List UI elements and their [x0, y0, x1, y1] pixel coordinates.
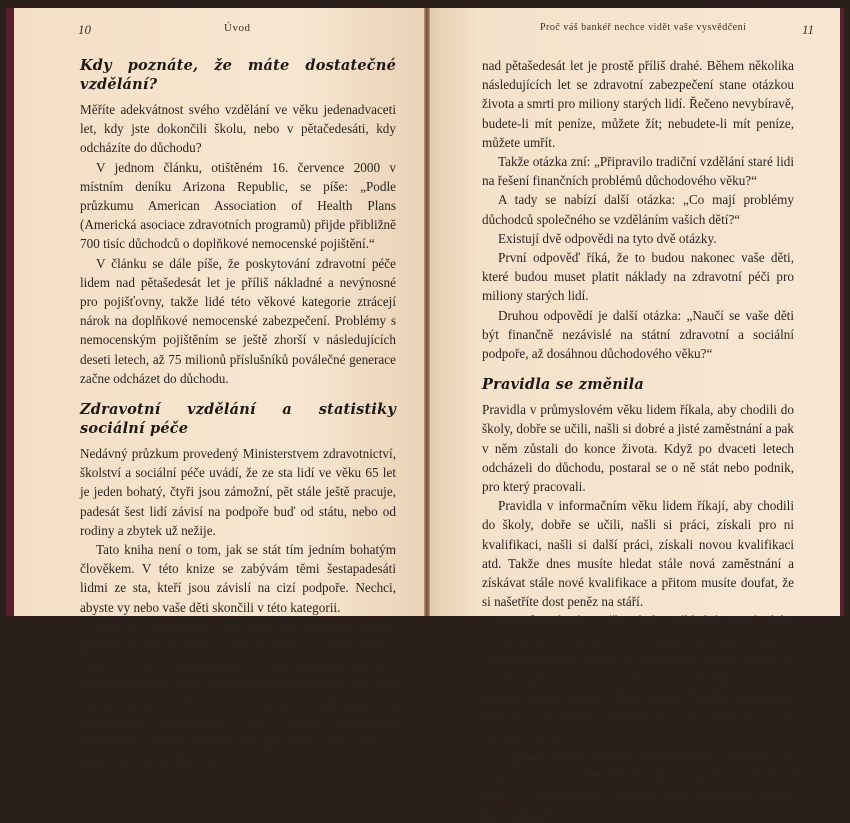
paragraph: Pravidla v průmyslovém věku lidem říkala, aby chodili do školy, dobře se učili, našli si dobré a jisté zaměstnání a pak v něm zůstali do konce života. Když po dvaceti letech odcházeli do důchodu, postaral se o ně stát nebo podnik, pro který pracovali. — [482, 402, 794, 495]
section-heading: Kdy poznáte, že máte dostatečné vzdělání? — [80, 57, 396, 93]
running-head: Proč váš bankéř nechce vidět vaše vysvědčení — [540, 22, 747, 33]
paragraph: Tato kniha není o tom, jak se stát tím jedním bohatým člověkem. V této knize se zabývám těmi šestapadesáti lidmi ze sta, kteří jsou závislí na cizí podpoře. Nechci, abyste vy nebo vaše děti skončili v této kategorii. — [80, 542, 396, 615]
right-page-text — [482, 56, 794, 823]
running-head: Úvod — [224, 22, 251, 34]
paragraph: V průmyslovém věku byla základní teorií doby Einsteinova rovnice E = mc². Základní teorií informačního věku je Mooreův zákon, z něj vychází dnešní názor, že množství informací se zdvojnásobí každých osmnáct měsíců. Jinými slovy, chcete-li držet krok s neustálými změnami, musíte se každých osmnáct měsíců naučit všechno znovu. — [482, 613, 794, 744]
paragraph: Druhou odpovědí je další otázka: „Naučí se vaše děti být finančně nezávislé na státní zdravotní a sociální podpoře, až dosáhnou důchodového věku?“ — [482, 307, 794, 362]
paragraph: A tady se nabízí další otázka: „Co mají problémy důchodců společného se vzděláním vašich dětí?“ — [482, 192, 794, 227]
paragraph: Nedávný průzkum provedený Ministerstvem zdravotnictví, školství a sociální péče uvádí, že ze sta lidí ve věku 65 let je jeden bohatý, čtyři jsou zámožní, pět stále ještě pracuje, padesát šest lidí závisí na podpoře buď od státu, nebo od rodiny a zbytek už nežije. — [80, 446, 396, 538]
left-page — [14, 8, 424, 769]
paragraph: V článku se dále píše, že poskytování zdravotní péče lidem nad pětašedesát let je příliš nákladné a nevýnosné pro pojišťovny, takže lidé této věkové kategorie ztrácejí nárok na doplňkové nemocenské zabezpečení. Problémy s nemocenským pojištěním se ještě zhorší v následujících deseti letech, až 75 milionů příslušníků poválečné generace začne odcházet do důchodu. — [80, 255, 396, 386]
section-heading: Zdravotní vzdělání a statistiky sociální péče — [80, 401, 396, 438]
right-page — [430, 8, 840, 821]
left-page-text — [80, 56, 396, 771]
paragraph: Lidé mi často říkají: „Až půjdu do důchodu, nebudu potřebovat tolik peněz, protože moje životní náklady budou nižší.“ Ačkoli je pravda, že životní náklady v důchodovém věku mohou být nižší, náklady na lékařskou péči se často dramaticky zvýší. Z toho důvodu přestávají organizace zdravotního zabezpečení (tzv. HMO) poskytovat důchodcům doplňkové zdravotní pojištění. Jinými slovy, zdravotní pojištění pro lidi — [80, 618, 396, 769]
paragraph: Takže otázka zní: „Připravilo tradiční vzdělání staré lidi na řešení finančních problémů důchodového věku?“ — [482, 154, 794, 189]
page-number: 11 — [802, 22, 815, 37]
book-spread — [6, 8, 844, 821]
paragraph: Pravidla v informačním věku lidem říkají, aby chodili do školy, dobře se učili, našli si práci, získali pro ni kvalifikaci, našli si další práci, získali novou kvalifikaci atd. Takže dnes musíte hledat stále nová zaměstnání a získávat stále nové kvalifikace a přitom musíte doufat, že si našetříte dost peněz na stáří. — [482, 498, 794, 610]
section-heading: Pravidla se změnila — [482, 376, 644, 394]
paragraph: Měříte adekvátnost svého vzdělání ve věku jedenadvaceti let, kdy jste dokončili školu, nebo v pětačedesáti, kdy odcházíte do důchodu? — [80, 102, 396, 156]
paragraph: nad pětašedesát let je prostě příliš drahé. Během několika následujících let se zdravotní zabezpečení stane otázkou života a smrti pro miliony starých lidí. Řečeno nevybíravě, budete-li mít peníze, můžete žít; nebudete-li mít peníze, můžete umřít. — [482, 58, 794, 150]
page-number: 10 — [78, 22, 91, 37]
paragraph: V průmyslovém věku se všechno měnilo pomaleji. To, co jste se naučili ve škole, mělo platnost poměrně dlouhou dobu. V informačním věku se vaše vědomosti stávají zastaralými vel- — [482, 747, 794, 821]
paragraph: Existují dvě odpovědi na tyto dvě otázky. — [498, 230, 717, 246]
paragraph: První odpověď říká, že to budou nakonec vaše děti, které budou muset platit náklady na zdravotní péči pro miliony starých lidí. — [482, 250, 794, 304]
paragraph: V jednom článku, otištěném 16. července 2000 v místním deníku Arizona Republic, se píše: „Podle průzkumu American Association of Health Plans (Americká asociace zdravotních programů) přijde přibližně 700 tisíc důchodců o doplňkové nemocenské pojištění.“ — [80, 159, 396, 252]
